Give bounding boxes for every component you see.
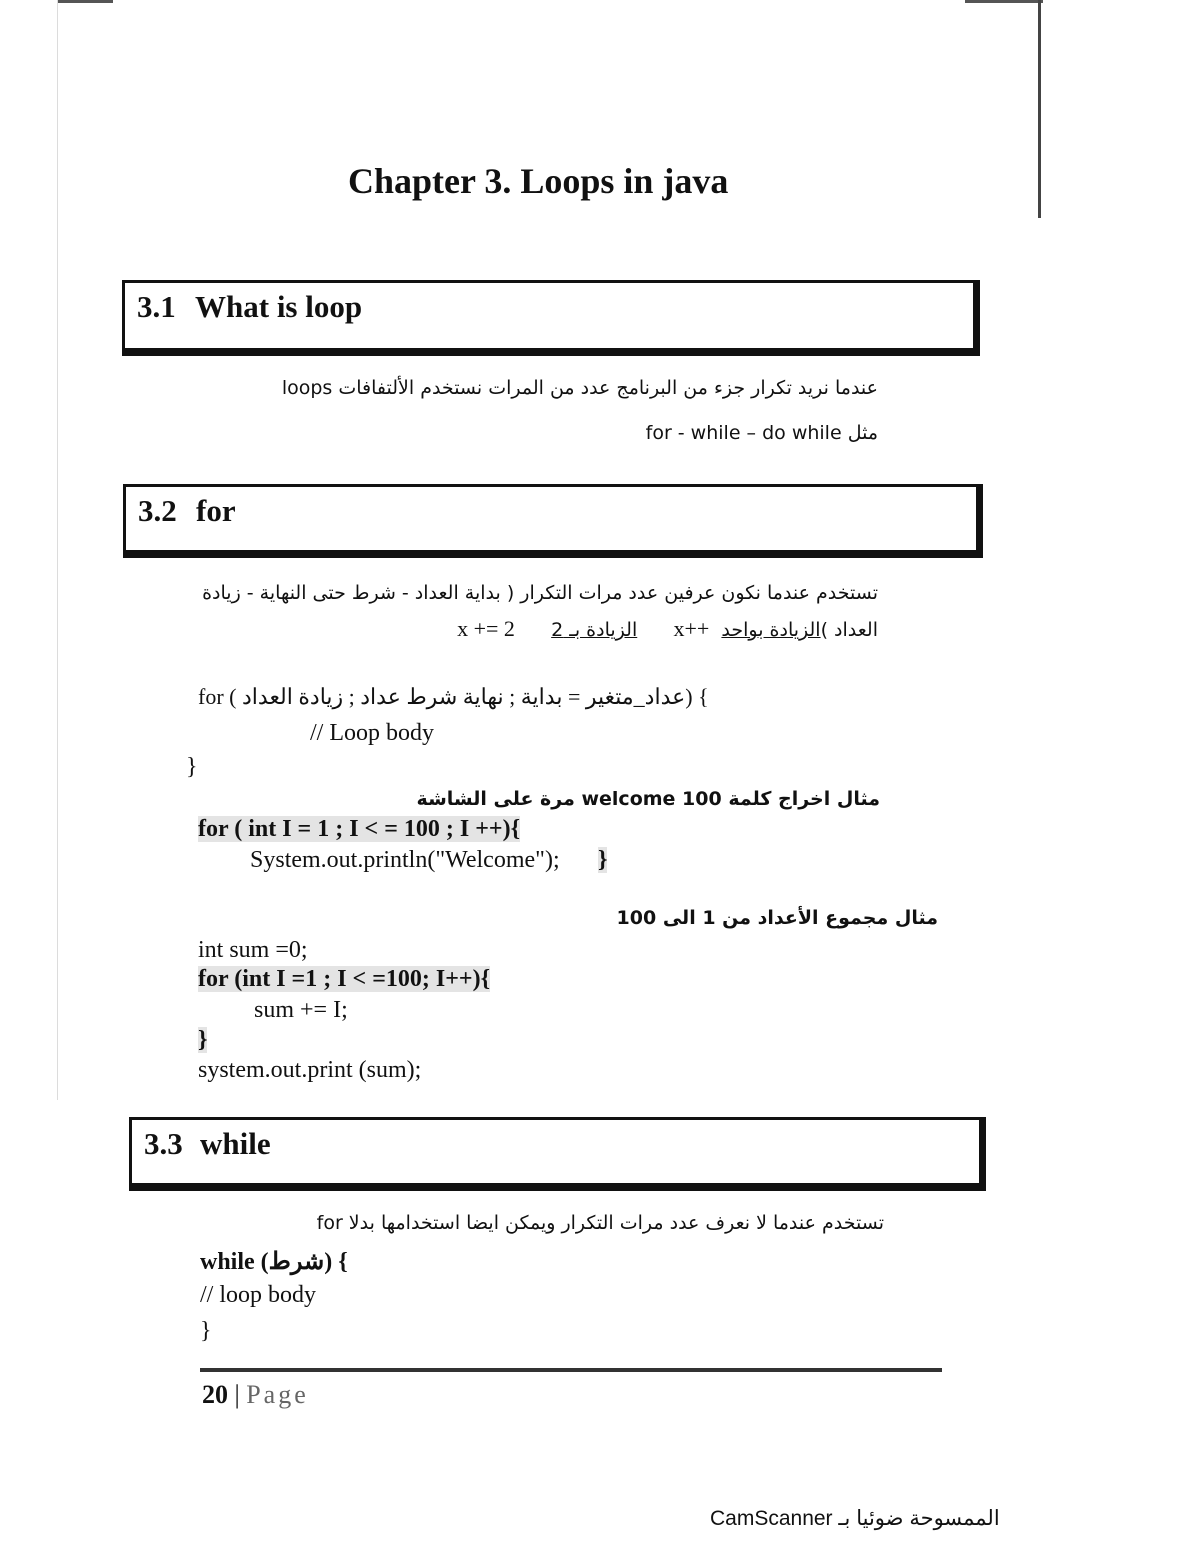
footer-divider [200,1368,942,1372]
while-syntax-open: while (شرط) { [200,1249,348,1275]
while-syntax-body: // loop body [200,1282,317,1308]
scanner-watermark: الممسوحة ضوئيا بـ CamScanner [710,1507,1000,1530]
page-edge-shadow-left [58,0,113,3]
section-number: 3.1 [137,289,176,324]
section-number: 3.3 [144,1126,183,1161]
footer-separator: | [228,1380,247,1409]
page-edge-shadow-right [965,0,1043,3]
while-syntax-close: } [200,1318,212,1344]
for-description-line1: تستخدم عندما نكون عرفين عدد مرات التكرار ( بداية العداد - شرط حتى النهاية - زيادة [202,582,878,604]
loop-types: مثل for - while – do while [645,422,878,444]
for-syntax-body: // Loop body [310,720,434,746]
example2-line5: system.out.print (sum); [198,1057,422,1083]
page-footer [202,1380,309,1410]
section-title: for [196,493,236,528]
section-title: while [200,1126,271,1161]
increment-by-two-label: الزيادة بـ 2 [551,619,638,641]
section-title: What is loop [195,289,363,324]
page-edge-right [1038,0,1041,218]
example1-line1-wrap [198,816,520,843]
page-number: 20 [202,1380,228,1409]
chapter-title: Chapter 3. Loops in java [348,161,729,201]
example2-line2: for (int I =1 ; I < =100; I++){ [198,966,491,992]
section-header-3-3 [129,1117,986,1191]
example2-line3: sum += I; [254,997,348,1023]
page-label: Page [246,1380,309,1409]
example1-line1: for ( int I = 1 ; I < = 100 ; I ++){ [198,816,521,842]
example2-title: مثال مجموع الأعداد من 1 الى 100 [616,907,938,929]
example1-close-wrap [598,847,607,874]
example2-line1: int sum =0; [198,937,308,963]
example2-line4: } [198,1027,208,1053]
example1-title: مثال اخراج كلمة welcome 100 مرة على الشاشة [416,788,880,810]
section-number: 3.2 [138,493,177,528]
example2-line4-wrap [198,1027,207,1054]
page-edge-left [57,0,58,1100]
increment-by-two-code: x += 2 [457,616,515,641]
for-syntax-open: for ( عداد_متغير = بداية ; نهاية شرط عداد ; زيادة العداد) { [198,684,709,709]
loop-definition: عندما نريد تكرار جزء من البرنامج عدد من المرات نستخدم الألتفافات loops [281,377,878,399]
section-header-3-2 [123,484,983,558]
while-description: تستخدم عندما لا نعرف عدد مرات التكرار ويمكن ايضا استخدامها بدلا for [316,1212,884,1234]
example1-line2: System.out.println("Welcome"); [250,847,560,873]
example1-close: } [598,847,608,873]
section-header-3-1 [122,280,980,356]
for-description-line2 [457,616,878,642]
for-syntax-close: } [186,754,198,780]
increment-by-one-code: x++ [673,616,710,641]
example2-line2-wrap [198,966,490,993]
increment-by-one-label: الزيادة بواحد [721,619,821,641]
counter-label: العداد ) [820,619,878,641]
